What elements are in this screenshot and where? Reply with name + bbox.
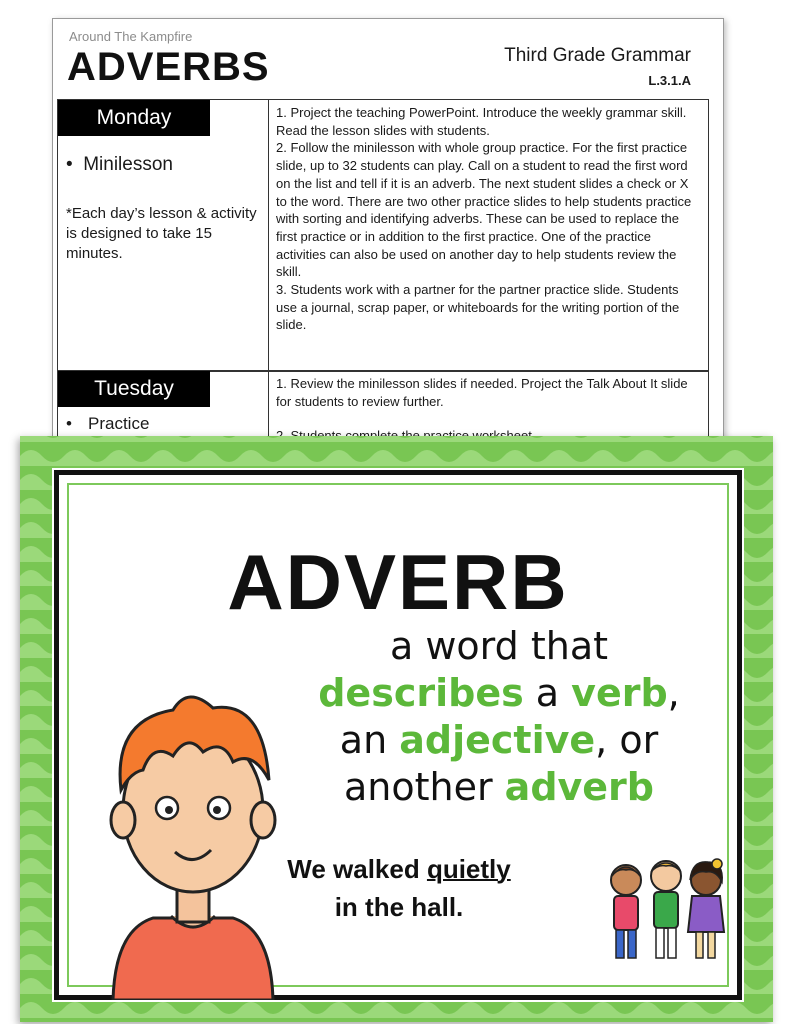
definition-text: an (339, 718, 400, 762)
poster-word: ADVERB (227, 538, 569, 626)
monday-steps (270, 100, 708, 334)
definition-text: a (523, 671, 572, 715)
definition-text: , or (595, 718, 659, 762)
tuesday-activity-label: Practice (88, 414, 150, 433)
bullet-icon: • (66, 414, 72, 433)
definition-line-4 (269, 764, 729, 811)
boy-illustration (93, 680, 293, 1000)
definition-text: , (667, 671, 680, 715)
bullet-icon: • (66, 154, 84, 175)
keyword-describes: describes (318, 671, 524, 715)
monday-step-3: 3. Students work with a partner for the partner practice slide. Students use a journal, scrap paper, or whiteboards for the writing portion of the slide. (276, 282, 680, 333)
definition-text: another (343, 765, 505, 809)
tuesday-step-1: 1. Review the minilesson slides if needed. Project the Talk About It slide for students to review further. (276, 376, 688, 409)
time-note: *Each day’s lesson & activity is designed to take 15 minutes. (66, 205, 257, 262)
standard-code: L.3.1.A (648, 73, 691, 88)
poster-frame (54, 470, 742, 1000)
example-text: We walked (287, 854, 427, 884)
monday-step-2: 2. Follow the minilesson with whole group practice. For the first practice slide, up to 32 students can play. Call on a student to read the first word on the list and tell if it is an adverb. The next student slides a check or X to the word. There are two other practice slides to help students practice with sorting and identifying adverbs. These can be used to replace the first practice or in addition to the first practice. One of the practice activities can also be used on another day to help students review the skill. (276, 140, 692, 280)
grade-label: Third Grade Grammar (504, 45, 691, 66)
keyword-adjective: adjective (399, 718, 596, 762)
keyword-adverb: adverb (504, 765, 654, 809)
monday-left-cell (58, 100, 269, 371)
monday-activity-label: Minilesson (83, 154, 173, 175)
definition-line-1: a word that (389, 624, 609, 668)
example-line-2: in the hall. (334, 892, 464, 922)
keyword-verb: verb (571, 671, 668, 715)
adverb-poster (20, 436, 773, 1022)
monday-activity (66, 154, 173, 176)
kids-illustration (604, 850, 734, 970)
monday-day-label: Monday (58, 100, 210, 136)
monday-step-1: 1. Project the teaching PowerPoint. Introduce the weekly grammar skill. Read the lesson slides with students. (276, 105, 687, 138)
definition-line-2 (269, 670, 729, 717)
definition-line-3 (269, 717, 729, 764)
definition (269, 623, 729, 811)
sheet-title: ADVERBS (67, 45, 270, 89)
tuesday-steps (270, 371, 708, 445)
lesson-plan-sheet (52, 18, 724, 490)
monday-right-cell (270, 100, 708, 371)
example-adverb: quietly (426, 854, 511, 884)
brand-name: Around The Kampfire (69, 29, 193, 44)
tuesday-day-label: Tuesday (58, 371, 210, 407)
monday-row (57, 99, 709, 372)
